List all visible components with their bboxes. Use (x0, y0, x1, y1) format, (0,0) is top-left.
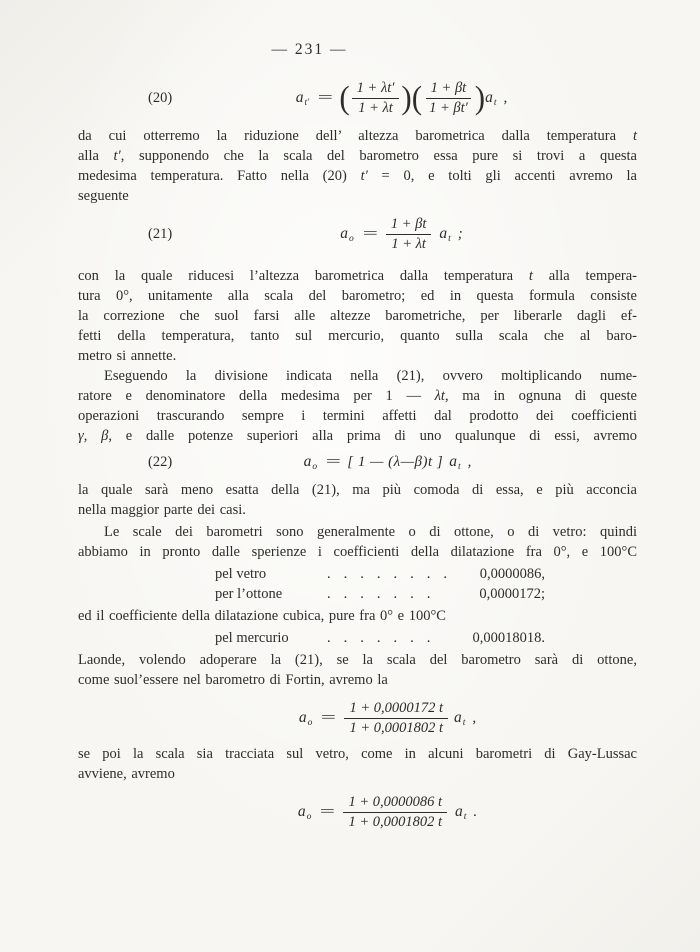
text-line: ratore e denominatore della medesima per 1 — λt, ma in ognuna di queste (78, 388, 637, 404)
open-paren: ( (339, 79, 350, 116)
fraction: $\frac{1 + \beta t}{1 + \lambda t}$ (386, 215, 432, 254)
equation-gaylussac-body: a o = $\frac{1 + 0,0000086 t}{1 + 0,0001802 t}$ a t . (297, 793, 478, 830)
close-paren: ) (401, 79, 412, 116)
equation-22 (78, 450, 637, 474)
dot-leader: ........ (327, 566, 460, 582)
text-line: Eseguendo la divisione indicata nella (21), ovvero moltiplicando nume- (104, 368, 637, 384)
text-line: fetti della temperatura, tanto sul mercurio, quanto sulla scala che al baro- (78, 328, 637, 344)
close-paren: ) (474, 79, 486, 116)
text-line: come suol’essere nel barometro di Fortin, avremo la (78, 672, 388, 688)
equation-gaylussac (78, 790, 637, 834)
coefficient-row-vetro: pel vetro ........ 0,0000086, (215, 566, 545, 582)
equation-21 (78, 212, 637, 256)
equals-sign: = (324, 453, 343, 470)
page-number: — 231 — (271, 41, 348, 58)
fraction: $\frac{1 + 0,0000086 t}{1 + 0,0001802 t}$ (343, 793, 447, 832)
equation-22-body: a o = [ 1 — (λ—β)t ] a t , (303, 453, 472, 472)
equals-sign: = (316, 89, 335, 106)
equation-20 (78, 74, 637, 122)
equals-sign: = (319, 709, 338, 726)
text-line: Laonde, volendo adoperare la (21), se la scala del barometro sarà di ottone, (78, 652, 637, 668)
equals-sign: = (360, 225, 379, 242)
equation-22-label: (22) (148, 453, 173, 470)
text-line: se poi la scala sia tracciata sul vetro, come in alcuni barometri di Gay-Lussac (78, 746, 637, 762)
paragraph-division (78, 366, 637, 446)
text-line: seguente (78, 188, 129, 204)
text-line: medesima temperatura. Fatto nella (20) t′ = 0, e tolti gli accenti avremo la (78, 168, 637, 184)
text-line: ed il coefficiente della dilatazione cubica, pure fra 0° e 100°C (78, 608, 446, 624)
fraction: $\frac{1 + \beta t}{1 + \beta t'}$ (424, 79, 473, 118)
text-line: nella maggior parte dei casi. (78, 502, 246, 518)
coefficient-list (78, 564, 637, 604)
equation-21-label: (21) (148, 225, 173, 242)
text-line: con la quale riducesi l’altezza barometrica dalla temperatura t alla tempera- (78, 268, 638, 284)
paragraph-cubic (78, 606, 637, 626)
text-line: la quale sarà meno esatta della (21), ma più comoda di essa, e più acconcia (78, 482, 637, 498)
fraction: $\frac{1 + 0,0000172 t}{1 + 0,0001802 t}$ (344, 699, 448, 738)
text-line: metro si annette. (78, 348, 177, 364)
text-line: abbiamo in pronto dalle sperienze i coefficienti della dilatazione fra 0°, e 100°C (78, 544, 637, 560)
paragraph-approximation (78, 480, 637, 520)
text-line: Le scale dei barometri sono generalmente o di ottone, o di vetro: quindi (104, 524, 637, 540)
equation-fortin-body: a o = $\frac{1 + 0,0000172 t}{1 + 0,0001802 t}$ a t , (298, 699, 477, 736)
text-line: γ, β, e dalle potenze superiori alla prima di uno qualunque di essi, avremo (78, 428, 638, 444)
dot-leader: ....... (327, 586, 444, 602)
coefficient-row-mercurio: pel mercurio ....... 0,00018018. (215, 630, 545, 646)
text-line: tura 0°, unitamente alla scala del barometro; ed in questa formula consiste (78, 288, 637, 304)
dot-leader: ....... (327, 630, 444, 646)
text-line: avviene, avremo (78, 766, 175, 782)
paragraph-laonde (78, 650, 637, 690)
paragraph-gaylussac (78, 744, 637, 784)
open-paren: ( (411, 79, 423, 116)
paragraph-scales (78, 522, 637, 562)
paragraph-reduction (78, 126, 637, 206)
fraction: $\frac{1 + \lambda t'}{1 + \lambda t}$ (352, 79, 400, 118)
text-line: da cui otterremo la riduzione dell’ altezza barometrica dalla temperatura t (78, 128, 637, 144)
equation-20-body: a t′ = ( $\frac{1 + \lambda t'}{1 + \lambda t}$ ) ( $\frac{1 + \beta t}{1 + \beta t'}$ ) a t , (296, 78, 508, 118)
equation-20-label: (20) (148, 89, 173, 106)
text-line: alla t′, supponendo che la scala del barometro essa pure si trovi a questa (78, 148, 637, 164)
paragraph-correction (78, 266, 637, 366)
equation-fortin (78, 696, 637, 740)
text-line: la correzione che suol farsi alle altezze barometriche, per liberarle dagli ef- (78, 308, 637, 324)
text-line: operazioni trascurando sempre i termini affetti dal prodotto dei coefficienti (78, 408, 637, 424)
equals-sign: = (318, 803, 337, 820)
equation-21-body: a o = $\frac{1 + \beta t}{1 + \lambda t}$ a t ; (340, 215, 463, 252)
coefficient-row-ottone: per l’ottone ....... 0,0000172; (215, 586, 545, 602)
